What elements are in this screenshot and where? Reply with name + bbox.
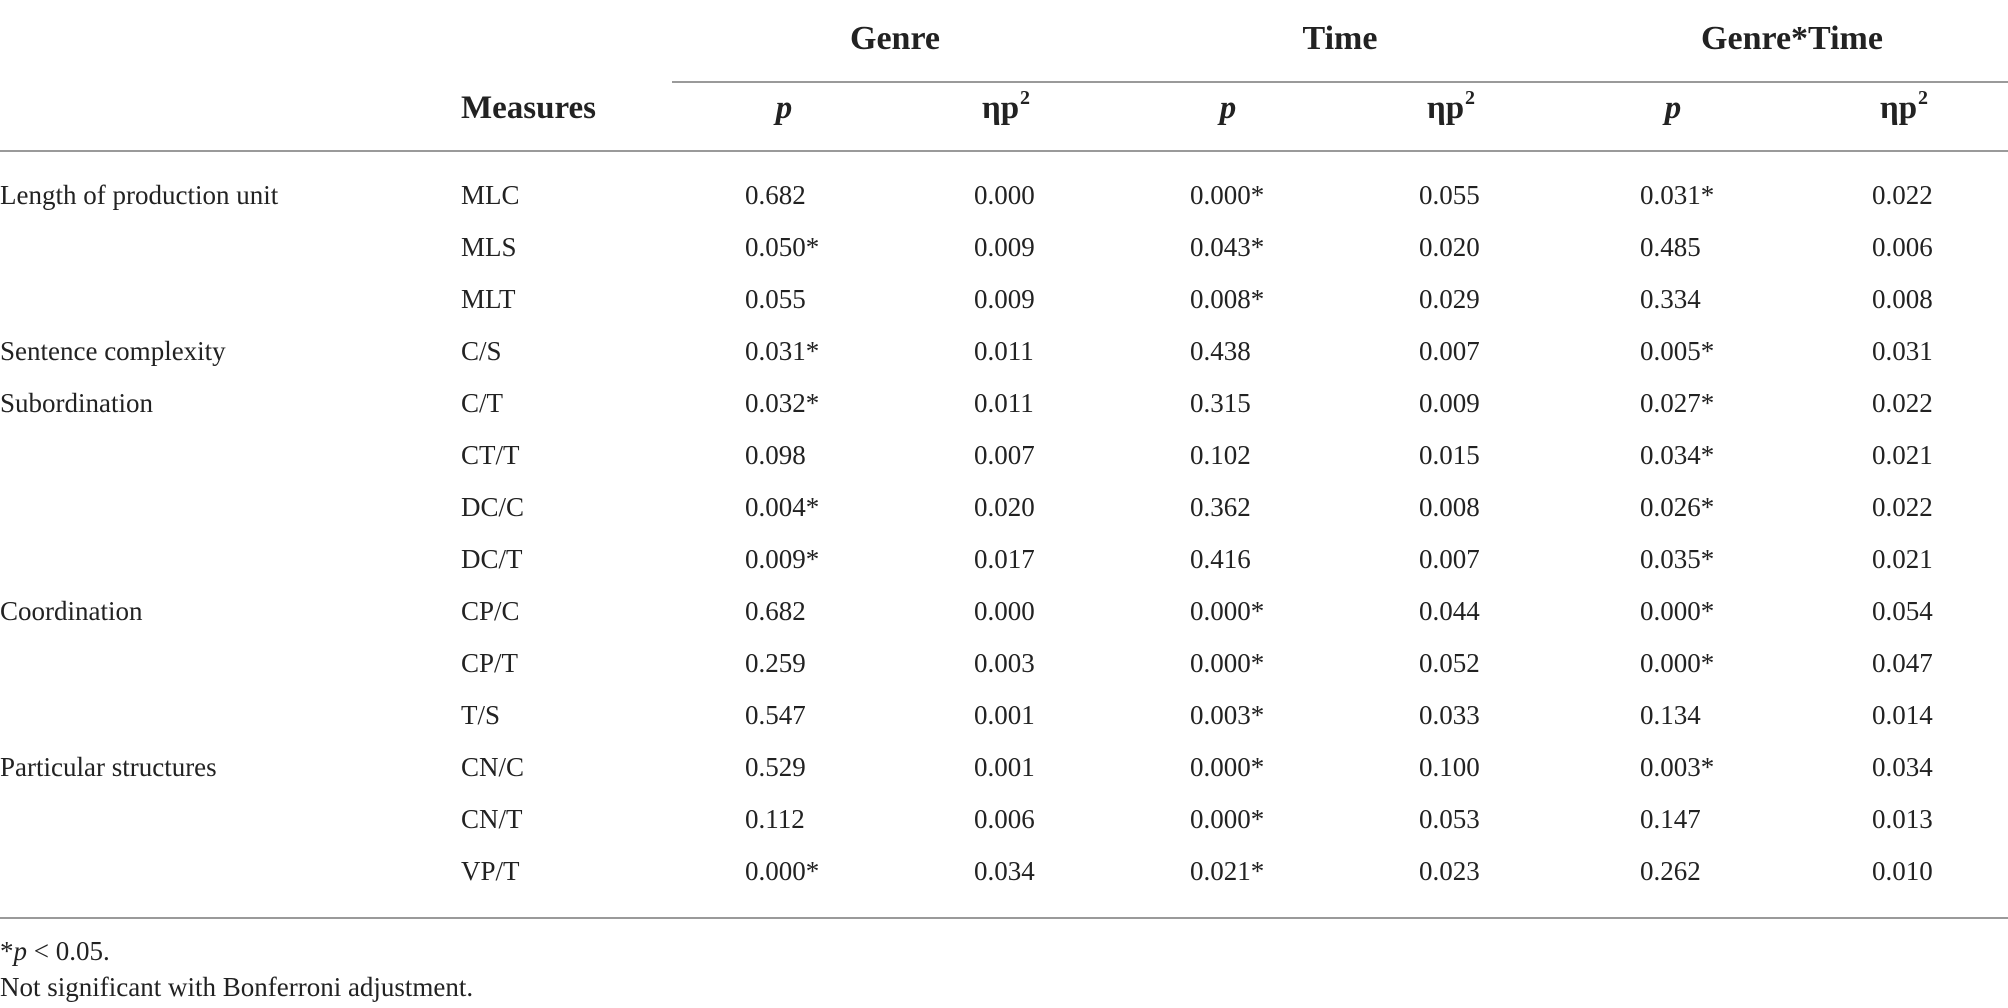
row-category: Length of production unit [0, 180, 279, 210]
genre-p-value: 0.000* [745, 856, 820, 886]
genre-eta-value: 0.009 [974, 232, 1035, 262]
genre-eta-value: 0.034 [974, 856, 1035, 886]
time-p-value: 0.000* [1190, 180, 1265, 210]
gxt-eta-header: $\eta p^2$ [1879, 87, 1929, 126]
time-eta-value: 0.053 [1419, 804, 1480, 834]
row-measure: DC/T [461, 544, 523, 574]
gxt-p-value: 0.262 [1640, 856, 1701, 886]
time-p-value: 0.438 [1190, 336, 1251, 366]
table-bottom-rule [0, 917, 2008, 919]
time-p-value: 0.003* [1190, 700, 1265, 730]
group-header-rule [672, 81, 2008, 83]
genre-p-value: 0.682 [745, 596, 806, 626]
time-p-value: 0.008* [1190, 284, 1265, 314]
time-eta-value: 0.015 [1419, 440, 1480, 470]
genre-eta-value: 0.007 [974, 440, 1035, 470]
genre-eta-value: 0.009 [974, 284, 1035, 314]
time-eta-value: 0.100 [1419, 752, 1480, 782]
row-category: Particular structures [0, 752, 217, 782]
row-measure: C/S [461, 336, 502, 366]
time-eta-value: 0.007 [1419, 336, 1480, 366]
row-measure: MLS [461, 232, 517, 262]
measures-header: Measures [461, 90, 597, 126]
genre-p-value: 0.031* [745, 336, 820, 366]
gxt-p-value: 0.134 [1640, 700, 1701, 730]
genre-eta-value: 0.001 [974, 700, 1035, 730]
footnote-bonferroni: Not significant with Bonferroni adjustment. [0, 972, 474, 1002]
time-eta-value: 0.033 [1419, 700, 1480, 730]
group-header-genre-time: Genre*Time [1701, 20, 1883, 57]
gxt-eta-value: 0.022 [1872, 180, 1933, 210]
time-eta-value: 0.007 [1419, 544, 1480, 574]
genre-p-value: 0.682 [745, 180, 806, 210]
genre-eta-value: 0.001 [974, 752, 1035, 782]
genre-eta-header: $\eta p^2$ [981, 87, 1031, 126]
genre-p-header: p [775, 90, 793, 126]
group-header-genre: Genre [849, 20, 941, 57]
row-measure: CP/C [461, 596, 520, 626]
genre-p-value: 0.529 [745, 752, 806, 782]
table-row [0, 858, 2008, 890]
table-row [0, 754, 2008, 786]
gxt-p-value: 0.003* [1640, 752, 1715, 782]
gxt-eta-value: 0.047 [1872, 648, 1933, 678]
gxt-p-value: 0.031* [1640, 180, 1715, 210]
table-row [0, 338, 2008, 370]
group-header-time: Time [1302, 20, 1378, 57]
genre-p-value: 0.547 [745, 700, 806, 730]
footnote-significance: *p < 0.05. [0, 936, 110, 966]
row-measure: CN/C [461, 752, 525, 782]
gxt-p-value: 0.026* [1640, 492, 1715, 522]
row-measure: CP/T [461, 648, 519, 678]
genre-eta-value: 0.003 [974, 648, 1035, 678]
row-category: Subordination [0, 388, 153, 418]
genre-p-value: 0.112 [745, 804, 805, 834]
table-row [0, 598, 2008, 630]
genre-eta-value: 0.017 [974, 544, 1035, 574]
table-row [0, 182, 2008, 214]
row-measure: MLT [461, 284, 516, 314]
table-row [0, 286, 2008, 318]
genre-eta-value: 0.000 [974, 596, 1035, 626]
time-eta-header: $\eta p^2$ [1426, 87, 1476, 126]
gxt-eta-value: 0.014 [1872, 700, 1933, 730]
row-measure: VP/T [461, 856, 520, 886]
genre-p-value: 0.098 [745, 440, 806, 470]
time-p-value: 0.000* [1190, 752, 1265, 782]
time-eta-value: 0.055 [1419, 180, 1480, 210]
time-p-value: 0.000* [1190, 596, 1265, 626]
gxt-eta-value: 0.054 [1872, 596, 1933, 626]
time-p-value: 0.315 [1190, 388, 1251, 418]
time-eta-value: 0.023 [1419, 856, 1480, 886]
time-p-value: 0.021* [1190, 856, 1265, 886]
genre-eta-value: 0.006 [974, 804, 1035, 834]
gxt-eta-value: 0.013 [1872, 804, 1933, 834]
gxt-eta-value: 0.021 [1872, 440, 1933, 470]
gxt-p-value: 0.005* [1640, 336, 1715, 366]
time-p-value: 0.416 [1190, 544, 1251, 574]
time-p-value: 0.000* [1190, 648, 1265, 678]
gxt-eta-value: 0.010 [1872, 856, 1933, 886]
gxt-p-value: 0.035* [1640, 544, 1715, 574]
gxt-eta-value: 0.008 [1872, 284, 1933, 314]
gxt-eta-value: 0.021 [1872, 544, 1933, 574]
table-row [0, 494, 2008, 526]
time-eta-value: 0.044 [1419, 596, 1480, 626]
time-p-value: 0.000* [1190, 804, 1265, 834]
gxt-eta-value: 0.031 [1872, 336, 1933, 366]
table-row [0, 390, 2008, 422]
genre-eta-value: 0.011 [974, 388, 1034, 418]
row-category: Coordination [0, 596, 143, 626]
table-row [0, 546, 2008, 578]
time-p-value: 0.102 [1190, 440, 1251, 470]
row-measure: MLC [461, 180, 520, 210]
gxt-p-value: 0.000* [1640, 596, 1715, 626]
gxt-p-header: p [1664, 90, 1682, 126]
genre-eta-value: 0.011 [974, 336, 1034, 366]
table-row [0, 650, 2008, 682]
time-eta-value: 0.020 [1419, 232, 1480, 262]
row-measure: DC/C [461, 492, 525, 522]
gxt-eta-value: 0.006 [1872, 232, 1933, 262]
gxt-p-value: 0.000* [1640, 648, 1715, 678]
genre-p-value: 0.032* [745, 388, 820, 418]
gxt-p-value: 0.034* [1640, 440, 1715, 470]
genre-p-value: 0.050* [745, 232, 820, 262]
time-p-value: 0.043* [1190, 232, 1265, 262]
row-category: Sentence complexity [0, 336, 226, 366]
gxt-eta-value: 0.034 [1872, 752, 1933, 782]
time-eta-value: 0.008 [1419, 492, 1480, 522]
genre-p-value: 0.009* [745, 544, 820, 574]
genre-p-value: 0.055 [745, 284, 806, 314]
time-p-header: p [1219, 90, 1237, 126]
time-eta-value: 0.009 [1419, 388, 1480, 418]
gxt-p-value: 0.027* [1640, 388, 1715, 418]
genre-p-value: 0.259 [745, 648, 806, 678]
gxt-eta-value: 0.022 [1872, 388, 1933, 418]
time-eta-value: 0.052 [1419, 648, 1480, 678]
time-eta-value: 0.029 [1419, 284, 1480, 314]
row-measure: T/S [461, 700, 501, 730]
gxt-eta-value: 0.022 [1872, 492, 1933, 522]
row-measure: CT/T [461, 440, 520, 470]
genre-eta-value: 0.000 [974, 180, 1035, 210]
gxt-p-value: 0.334 [1640, 284, 1701, 314]
table-row [0, 234, 2008, 266]
gxt-p-value: 0.485 [1640, 232, 1701, 262]
table-row [0, 442, 2008, 474]
time-p-value: 0.362 [1190, 492, 1251, 522]
row-measure: CN/T [461, 804, 523, 834]
table-row [0, 806, 2008, 838]
genre-eta-value: 0.020 [974, 492, 1035, 522]
genre-p-value: 0.004* [745, 492, 820, 522]
row-measure: C/T [461, 388, 504, 418]
header-bottom-rule [0, 150, 2008, 152]
gxt-p-value: 0.147 [1640, 804, 1701, 834]
table-row [0, 702, 2008, 734]
